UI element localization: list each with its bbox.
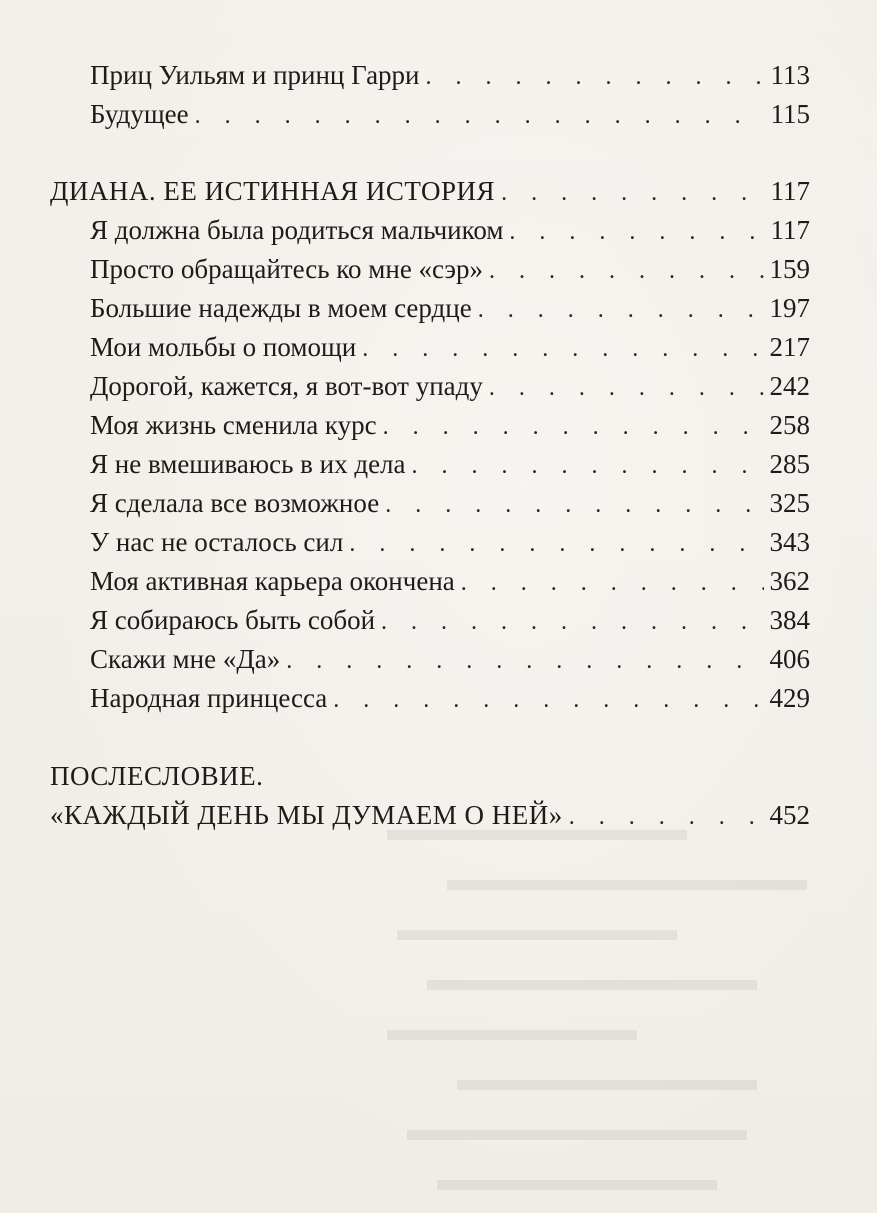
toc-entry bbox=[50, 366, 810, 406]
toc-entry bbox=[50, 405, 810, 445]
dot-leader bbox=[333, 680, 763, 720]
toc-entry-title: Я должна была родиться мальчиком bbox=[90, 215, 504, 245]
dot-leader bbox=[461, 563, 764, 603]
dot-leader bbox=[385, 485, 763, 525]
dot-leader bbox=[501, 173, 764, 213]
toc-entry-title: Большие надежды в моем сердце bbox=[90, 293, 472, 323]
toc-section-heading bbox=[50, 756, 810, 796]
toc-section-title: ДИАНА. ЕЕ ИСТИННАЯ ИСТОРИЯ bbox=[50, 176, 496, 206]
toc-entry-page: 115 bbox=[770, 99, 810, 129]
toc-entry-title: Я сделала все возможное bbox=[90, 488, 380, 518]
toc-entry-title: Скажи мне «Да» bbox=[90, 644, 281, 674]
toc-entry bbox=[50, 678, 810, 718]
toc-entry bbox=[50, 327, 810, 367]
toc-entry-title: Приц Уильям и принц Гарри bbox=[90, 60, 420, 90]
toc-entry-page: 285 bbox=[769, 449, 810, 479]
toc-section-heading bbox=[50, 171, 810, 211]
toc-entry-page: 384 bbox=[769, 605, 810, 635]
dot-leader bbox=[383, 407, 764, 447]
toc-entry-title: Мои мольбы о помощи bbox=[90, 332, 357, 362]
toc-entry-page: 429 bbox=[769, 683, 810, 713]
dot-leader bbox=[478, 290, 764, 330]
toc-entry bbox=[50, 249, 810, 289]
dot-leader bbox=[489, 251, 764, 291]
toc-entry bbox=[50, 561, 810, 601]
dot-leader bbox=[195, 96, 765, 136]
toc-entry-title: Народная принцесса bbox=[90, 683, 328, 713]
toc-entry-page: 113 bbox=[770, 60, 810, 90]
toc-entry-title: Я собираюсь быть собой bbox=[90, 605, 376, 635]
toc-section-heading bbox=[50, 795, 810, 835]
toc-entry-title: Дорогой, кажется, я вот-вот упаду bbox=[90, 371, 483, 401]
toc-entry bbox=[50, 483, 810, 523]
toc-entry-page: 406 bbox=[769, 644, 810, 674]
toc-entry-page: 159 bbox=[769, 254, 810, 284]
toc-section-title: «КАЖДЫЙ ДЕНЬ МЫ ДУМАЕМ О НЕЙ» bbox=[50, 800, 563, 830]
toc-entry-page: 343 bbox=[769, 527, 810, 557]
toc-entry-title: Я не вмешиваюсь в их дела bbox=[90, 449, 406, 479]
toc-entry bbox=[50, 522, 810, 562]
toc-entry bbox=[50, 55, 810, 95]
toc-entry bbox=[50, 444, 810, 484]
toc-entry bbox=[50, 288, 810, 328]
dot-leader bbox=[412, 446, 764, 486]
dot-leader bbox=[349, 524, 763, 564]
dot-leader bbox=[489, 368, 764, 408]
dot-leader bbox=[569, 797, 764, 837]
toc-entry-page: 197 bbox=[769, 293, 810, 323]
toc-entry-page: 217 bbox=[769, 332, 810, 362]
toc-entry-page: 258 bbox=[769, 410, 810, 440]
toc-entry-title: У нас не осталось сил bbox=[90, 527, 344, 557]
toc-entry-title: Просто обращайтесь ко мне «сэр» bbox=[90, 254, 483, 284]
toc-entry-page: 452 bbox=[769, 800, 810, 830]
toc-entry bbox=[50, 600, 810, 640]
toc-entry-page: 117 bbox=[770, 176, 810, 206]
dot-leader bbox=[362, 329, 763, 369]
toc-entry-title: Будущее bbox=[90, 99, 189, 129]
toc-entry-title: Моя активная карьера окончена bbox=[90, 566, 455, 596]
dot-leader bbox=[286, 641, 763, 681]
toc-entry-page: 117 bbox=[770, 215, 810, 245]
toc-entry bbox=[50, 210, 810, 250]
toc-entry-page: 325 bbox=[769, 488, 810, 518]
dot-leader bbox=[381, 602, 763, 642]
dot-leader bbox=[426, 57, 765, 97]
toc-entry-page: 242 bbox=[769, 371, 810, 401]
toc-entry-title: Моя жизнь сменила курс bbox=[90, 410, 377, 440]
toc-entry-page: 362 bbox=[769, 566, 810, 596]
toc-entry bbox=[50, 639, 810, 679]
toc-entry bbox=[50, 94, 810, 134]
dot-leader bbox=[509, 212, 764, 252]
toc-section-title: ПОСЛЕСЛОВИЕ. bbox=[50, 761, 264, 791]
